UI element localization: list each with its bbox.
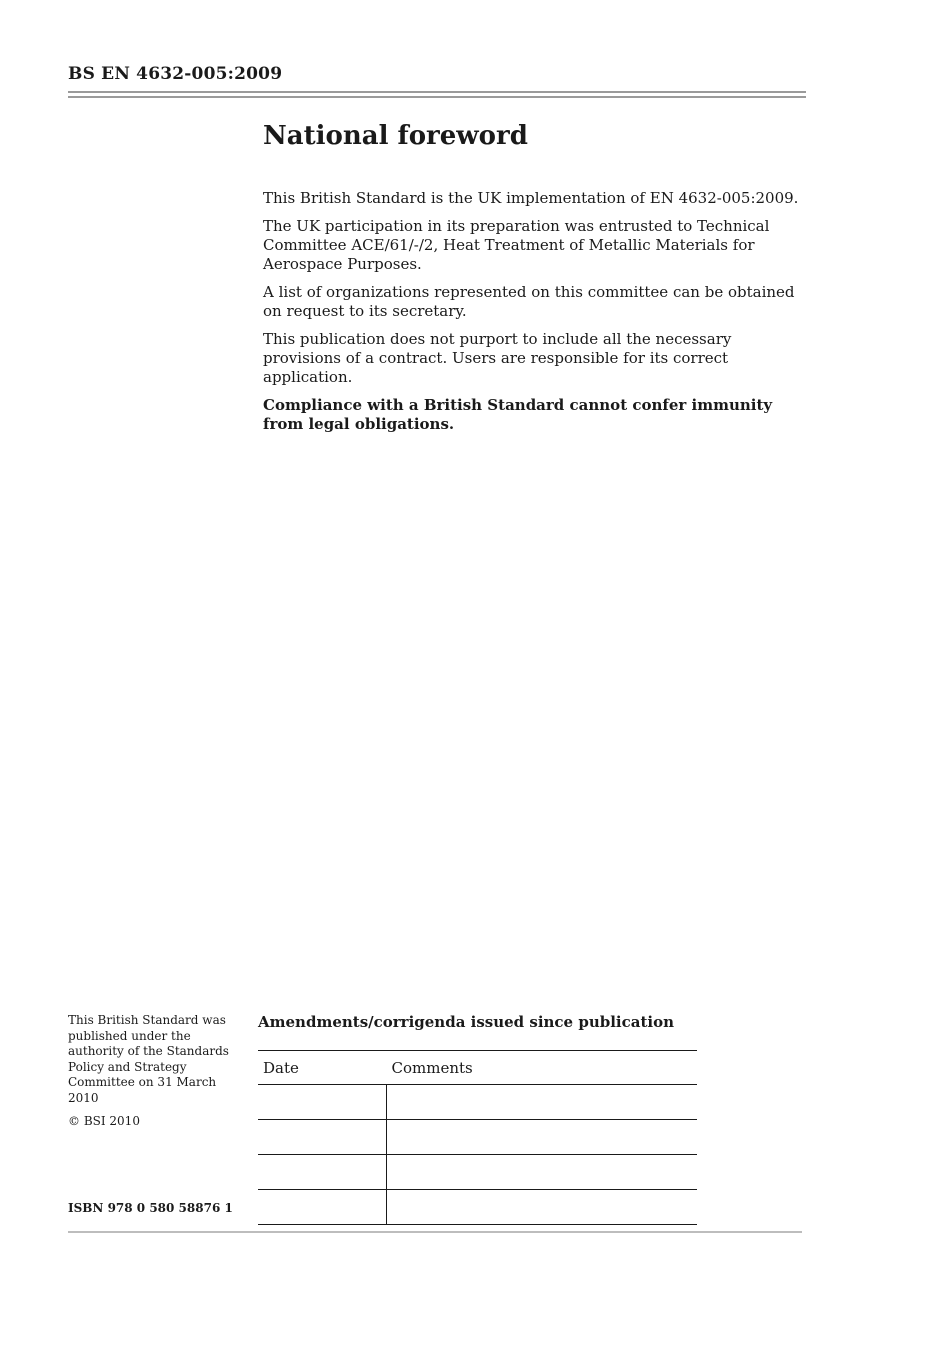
- foreword-body: [263, 189, 808, 443]
- compliance-statement: Compliance with a British Standard cannot confer immunity from legal obligations.: [263, 396, 773, 433]
- date-cell: [258, 1085, 387, 1120]
- column-header-date: Date: [258, 1051, 387, 1085]
- table-row: [258, 1120, 697, 1155]
- footer-rule: [68, 1231, 802, 1233]
- copyright-notice: © BSI 2010: [68, 1114, 140, 1128]
- date-cell: [258, 1190, 387, 1225]
- table-header-row: [258, 1051, 697, 1085]
- comments-cell: [387, 1155, 698, 1190]
- publication-sidebar: [68, 1013, 233, 1138]
- amendments-table: [258, 1050, 697, 1225]
- table-row: [258, 1155, 697, 1190]
- date-cell: [258, 1155, 387, 1190]
- amendments-title: Amendments/corrigenda issued since publication: [258, 1013, 674, 1031]
- foreword-paragraph: This British Standard is the UK implementation of EN 4632-005:2009.: [263, 189, 799, 207]
- foreword-paragraph: The UK participation in its preparation was entrusted to Technical Committee ACE/61/-/2, Heat Treatment of Metallic Materials for Aerospace Purposes.: [263, 217, 770, 273]
- publication-note: This British Standard was published under the authority of the Standards Policy and Strategy Committee on 31 March 2010: [68, 1013, 229, 1105]
- table-row: [258, 1190, 697, 1225]
- foreword-paragraph: This publication does not purport to include all the necessary provisions of a contract. Users are responsible for its correct application.: [263, 330, 732, 386]
- comments-cell: [387, 1190, 698, 1225]
- header-rule-bottom: [68, 96, 806, 98]
- comments-cell: [387, 1120, 698, 1155]
- foreword-paragraph: A list of organizations represented on this committee can be obtained on request to its secretary.: [263, 283, 795, 320]
- date-cell: [258, 1120, 387, 1155]
- isbn: ISBN 978 0 580 58876 1: [68, 1201, 233, 1215]
- table-row: [258, 1085, 697, 1120]
- comments-cell: [387, 1085, 698, 1120]
- column-header-comments: Comments: [387, 1051, 698, 1085]
- header-rule-top: [68, 91, 806, 93]
- page-title: National foreword: [263, 121, 528, 151]
- document-id: BS EN 4632-005:2009: [68, 64, 283, 84]
